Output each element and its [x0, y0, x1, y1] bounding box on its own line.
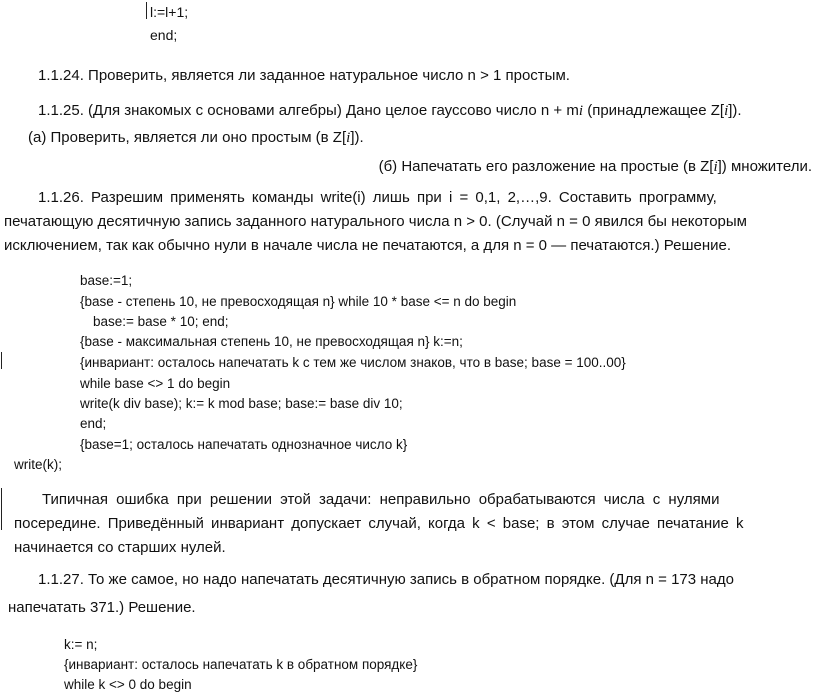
note-line: посередине. Приведённый инвариант допускает случай, когда k < base; в этом случае печатание k	[14, 515, 744, 532]
problem-1-1-25	[38, 101, 742, 121]
code-line: {инвариант: осталось напечатать k в обратном порядке}	[64, 657, 418, 672]
problem-text: (принадлежащее Z[	[583, 102, 725, 119]
imaginary-unit: i	[724, 103, 729, 119]
code-line: write(k);	[14, 457, 62, 472]
imaginary-unit: i	[713, 159, 718, 175]
code-line: k:= n;	[64, 637, 98, 652]
problem-1-1-24: 1.1.24. Проверить, является ли заданное натуральное число n > 1 простым.	[38, 67, 570, 84]
imaginary-unit: i	[346, 130, 351, 146]
code-line: end;	[150, 27, 178, 43]
margin-bar	[1, 352, 2, 369]
code-line: base:=1;	[80, 273, 133, 288]
problem-text: (а) Проверить, является ли оно простым (в Z[	[28, 129, 347, 146]
problem-1-1-27-line: 1.1.27. То же самое, но надо напечатать десятичную запись в обратном порядке. (Для n = 173 надо	[38, 571, 734, 588]
note-line: начинается со старших нулей.	[14, 539, 226, 556]
problem-text: ]).	[350, 129, 364, 146]
problem-text: ]) множители.	[717, 158, 812, 175]
note-line: Типичная ошибка при решении этой задачи: неправильно обрабатываются числа с нулями	[42, 491, 720, 508]
code-line: while base <> 1 do begin	[80, 376, 231, 391]
code-line: base:= base * 10; end;	[93, 314, 229, 329]
problem-1-1-26-line: исключением, так как обычно нули в начале числа не печатаются, а для n = 0 — печатаются.) Решение.	[4, 237, 731, 254]
code-line: {инвариант: осталось напечатать k с тем же числом знаков, что в base; base = 100..00}	[80, 355, 626, 370]
problem-text: 1.1.25. (Для знакомых с основами алгебры) Дано целое гауссово число n + m	[38, 102, 579, 119]
code-line: {base - максимальная степень 10, не превосходящая n} k:=n;	[80, 334, 463, 349]
code-line: write(k div base); k:= k mod base; base:= base div 10;	[80, 396, 403, 411]
margin-bar	[146, 2, 147, 19]
imaginary-unit: i	[578, 103, 584, 119]
code-line: end;	[80, 416, 107, 431]
code-line: l:=l+1;	[150, 4, 189, 20]
margin-bar	[1, 488, 2, 530]
problem-1-1-25-part-a	[28, 128, 364, 148]
code-line: {base - степень 10, не превосходящая n} while 10 * base <= n do begin	[80, 294, 517, 309]
problem-1-1-26-line: 1.1.26. Разрешим применять команды write(i) лишь при i = 0,1, 2,…,9. Составить программу,	[38, 189, 717, 206]
problem-1-1-27-line: напечатать 371.) Решение.	[8, 599, 196, 616]
problem-text: ]).	[728, 102, 742, 119]
code-line: while k <> 0 do begin	[64, 677, 192, 692]
problem-1-1-26-line: печатающую десятичную запись заданного натурального числа n > 0. (Случай n = 0 явился бы некоторым	[4, 213, 747, 230]
problem-text: (б) Напечатать его разложение на простые (в Z[	[378, 158, 714, 175]
code-line: {base=1; осталось напечатать однозначное число k}	[80, 437, 408, 452]
problem-1-1-25-part-b	[379, 157, 812, 177]
